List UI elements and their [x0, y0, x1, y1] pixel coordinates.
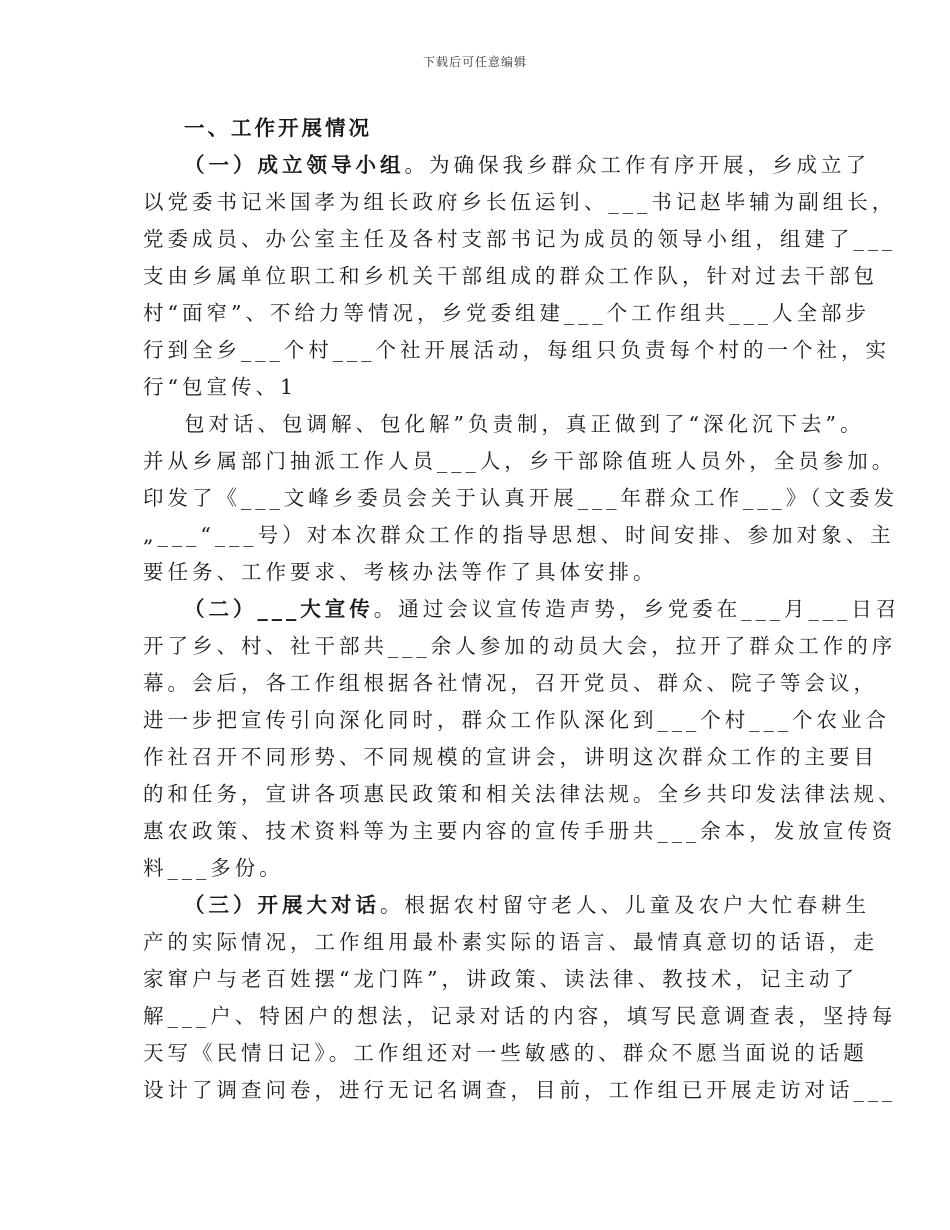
paragraph-line: [143, 147, 870, 184]
paragraph-line: 包对话、包调解、包化解”负责制，真正做到了“深化沉下去”。: [184, 412, 865, 436]
paragraph-line: 进一步把宣传引向深化同时，群众工作队深化到___个村___个农业合: [143, 708, 890, 732]
paragraph-leadership-group: [143, 147, 897, 406]
paragraph-line: 天写《民情日记》。工作组还对一些敏感的、群众不愿当面说的话题: [143, 1041, 868, 1065]
paragraph-line: 行“包宣传、1: [143, 375, 298, 399]
paragraph-line: 幕。会后，各工作组根据各社情况，召开党员、群众、院子等会议，: [143, 671, 878, 695]
header-note: 下载后可任意编辑: [422, 55, 527, 69]
section-title: 一、工作开展情况: [184, 116, 372, 140]
paragraph-line: 并从乡属部门抽派工作人员___人，乡干部除值班人员外，全员参加。: [143, 449, 897, 473]
paragraph-line: 行到全乡___个村___个社开展活动，每组只负责每个村的一个社，实: [143, 338, 890, 362]
paragraph-line: 的和任务，宣讲各项惠民政策和相关法律法规。全乡共印发法律法规、: [143, 782, 903, 806]
subheading: （三）开展大对话: [184, 893, 380, 917]
paragraph-line: 以党委书记米国孝为组长政府乡长伍运钊、___书记赵毕辅为副组长，: [143, 190, 897, 214]
paragraph-line: 开了乡、村、社干部共___余人参加的动员大会，拉开了群众工作的序: [143, 634, 897, 658]
paragraph-line: 支由乡属单位职工和乡机关干部组成的群众工作队，针对过去干部包: [143, 264, 878, 288]
paragraph-text: 。通过会议宣传造声势，乡党委在___月___日召: [373, 597, 901, 621]
subheading: （二）___大宣传: [184, 597, 374, 621]
paragraph-line: [143, 591, 901, 628]
paragraph-line: 家窜户与老百姓摆“龙门阵”，讲政策、读法律、教技术，记主动了: [143, 967, 858, 991]
paragraph-line: 产的实际情况，工作组用最朴素实际的语言、最情真意切的话语，走: [143, 930, 878, 954]
paragraph-line: 作社召开不同形势、不同规模的宣讲会，讲明这次群众工作的主要目: [143, 745, 878, 769]
document-body: [143, 110, 903, 1109]
paragraph-line: 解___户、特困户的想法，记录对话的内容，填写民意调查表，坚持每: [143, 1004, 897, 1028]
paragraph-responsibility: [143, 406, 898, 591]
paragraph-line: „___“___号）对本次群众工作的指导思想、时间安排、参加对象、主: [143, 523, 895, 547]
paragraph-line: 印发了《___文峰乡委员会关于认真开展___年群众工作___》（文委发: [143, 486, 898, 510]
paragraph-text: 。为确保我乡群众工作有序开展，乡成立了: [404, 153, 870, 177]
paragraph-line: [143, 887, 870, 924]
paragraph-line: 村“面窄”、不给力等情况，乡党委组建___个工作组共___人全部步: [143, 301, 870, 325]
paragraph-line: 惠农政策、技术资料等为主要内容的宣传手册共___余本，发放宣传资: [143, 819, 897, 843]
paragraph-dialogue: [143, 887, 897, 1109]
paragraph-line: 料___多份。: [143, 856, 284, 880]
paragraph-text: 。根据农村留守老人、儿童及农户大忙春耕生: [380, 893, 870, 917]
paragraph-publicity: [143, 591, 903, 887]
paragraph-line: 要任务、工作要求、考核办法等作了具体安排。: [143, 560, 658, 584]
paragraph-line: 设计了调查问卷，进行无记名调查，目前，工作组已开展走访对话___: [143, 1078, 897, 1102]
paragraph-line: 党委成员、办公室主任及各村支部书记为成员的领导小组，组建了___: [143, 227, 897, 251]
subheading: （一）成立领导小组: [184, 153, 405, 177]
